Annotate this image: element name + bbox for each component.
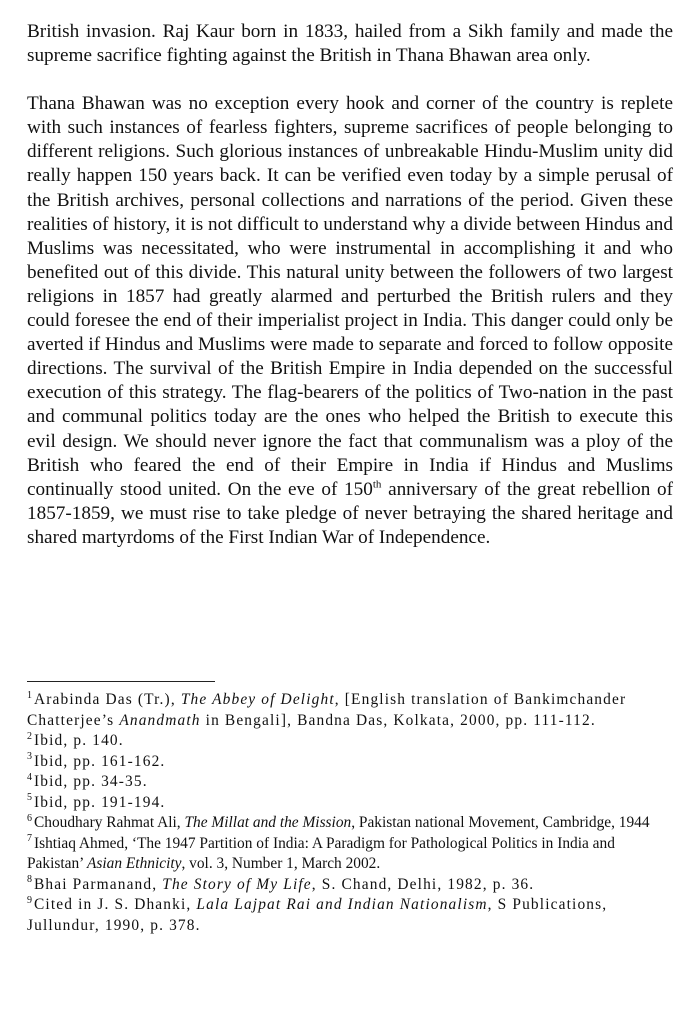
footnote-text: Choudhary Rahmat Ali, xyxy=(34,814,185,831)
footnote-text: Bhai Parmanand, xyxy=(34,875,163,893)
footnote-5 xyxy=(27,793,673,814)
footnote-title: The Millat and the Mission xyxy=(184,814,352,831)
footnote-number: 7 xyxy=(27,833,32,845)
footnote-number: 8 xyxy=(27,874,32,886)
footnotes xyxy=(27,690,673,936)
footnote-title: Lala Lajpat Rai and Indian Nationalism xyxy=(196,896,488,913)
footnote-number: 6 xyxy=(27,812,32,824)
footnote-text: Ibid, p. 140. xyxy=(34,732,124,749)
footnote-separator xyxy=(27,681,215,682)
footnote-text: Arabinda Das (Tr.), xyxy=(34,691,181,708)
footnote-text: Ibid, pp. 191-194. xyxy=(34,793,166,811)
footnote-number: 3 xyxy=(27,751,32,763)
footnote-4 xyxy=(27,772,673,793)
footnote-text: Ibid, pp. 34-35. xyxy=(34,773,148,790)
footnote-6 xyxy=(27,813,673,834)
footnote-number: 9 xyxy=(27,894,32,906)
paragraph-2-text: Thana Bhawan was no exception every hook and corner of the country is replete with such instances of fearless fighters, supreme sacrifices of people belonging to different religions. Such glorious instances of unbreakable Hindu-Muslim unity did really happen 150 years back. It can be verified even today by a simple perusal of the British archives, personal collections and narrations of the period. Given these realities of history, it is not difficult to understand why a divide between Hindus and Muslims was necessitated, who were instrumental in accomplishing it and who benefited out of this divide. This natural unity between the followers of two largest religions in 1857 had greatly alarmed and perturbed the British rulers and they could foresee the end of their imperialist project in India. This danger could only be averted if Hindus and Muslims were made to separate and forced to follow opposite directions. The survival of the British Empire in India depended on the successful execution of this strategy. The flag-bearers of the politics of Two-nation in the past and communal politics today are the ones who helped the British to execute this evil design. We should never ignore the fact that communalism was a ploy of the British who feared the end of their Empire in India if Hindus and Muslims continually stood united. On the eve of 150 xyxy=(27,93,673,500)
footnote-text: , [English translation of Bankimchander Chatterjee’s xyxy=(27,691,627,729)
footnote-1 xyxy=(27,690,673,731)
footnote-number: 2 xyxy=(27,730,32,742)
footnote-3 xyxy=(27,752,673,773)
paragraph-2-text-end: anniversary of the great rebellion of 1857-1859, we must rise to take pledge of never betraying the shared heritage and shared martyrdoms of the First Indian War of Independence. xyxy=(27,478,673,548)
footnote-text: , Pakistan national Movement, Cambridge, 1944 xyxy=(351,814,650,831)
footnote-text: in Bengali], Bandna Das, Kolkata, 2000, pp. 111-112. xyxy=(200,711,596,729)
footnote-title: The Story of My Life xyxy=(162,875,312,893)
footnote-9 xyxy=(27,895,673,936)
footnote-7 xyxy=(27,834,673,875)
footnote-number: 5 xyxy=(27,792,32,804)
main-text xyxy=(27,20,673,550)
footnote-text: Ibid, pp. 161-162. xyxy=(34,752,166,770)
footnote-text: , S Publications, Jullundur, 1990, p. 378. xyxy=(27,896,608,934)
footnote-2 xyxy=(27,731,673,752)
footnote-text: Cited in J. S. Dhanki, xyxy=(34,896,197,913)
paragraph-1: British invasion. Raj Kaur born in 1833, hailed from a Sikh family and made the supreme sacrifice fighting against the British in Thana Bhawan area only. xyxy=(27,21,673,67)
footnote-number: 1 xyxy=(27,689,32,701)
footnote-title: Asian Ethnicity xyxy=(86,855,182,872)
footnote-8 xyxy=(27,875,673,896)
ordinal-superscript: th xyxy=(372,478,382,491)
footnote-text: , vol. 3, Number 1, March 2002. xyxy=(181,855,381,872)
paragraph-2 xyxy=(27,92,673,550)
footnote-number: 4 xyxy=(27,771,32,783)
footnote-text: Ishtiaq Ahmed, ‘The 1947 Partition of India: A Paradigm for Pathological Politics in India and Pakistan’ xyxy=(27,834,615,872)
footnote-text: , S. Chand, Delhi, 1982, p. 36. xyxy=(311,875,535,893)
footnote-title: The Abbey of Delight xyxy=(180,691,335,708)
footnote-title: Anandmath xyxy=(119,711,201,729)
